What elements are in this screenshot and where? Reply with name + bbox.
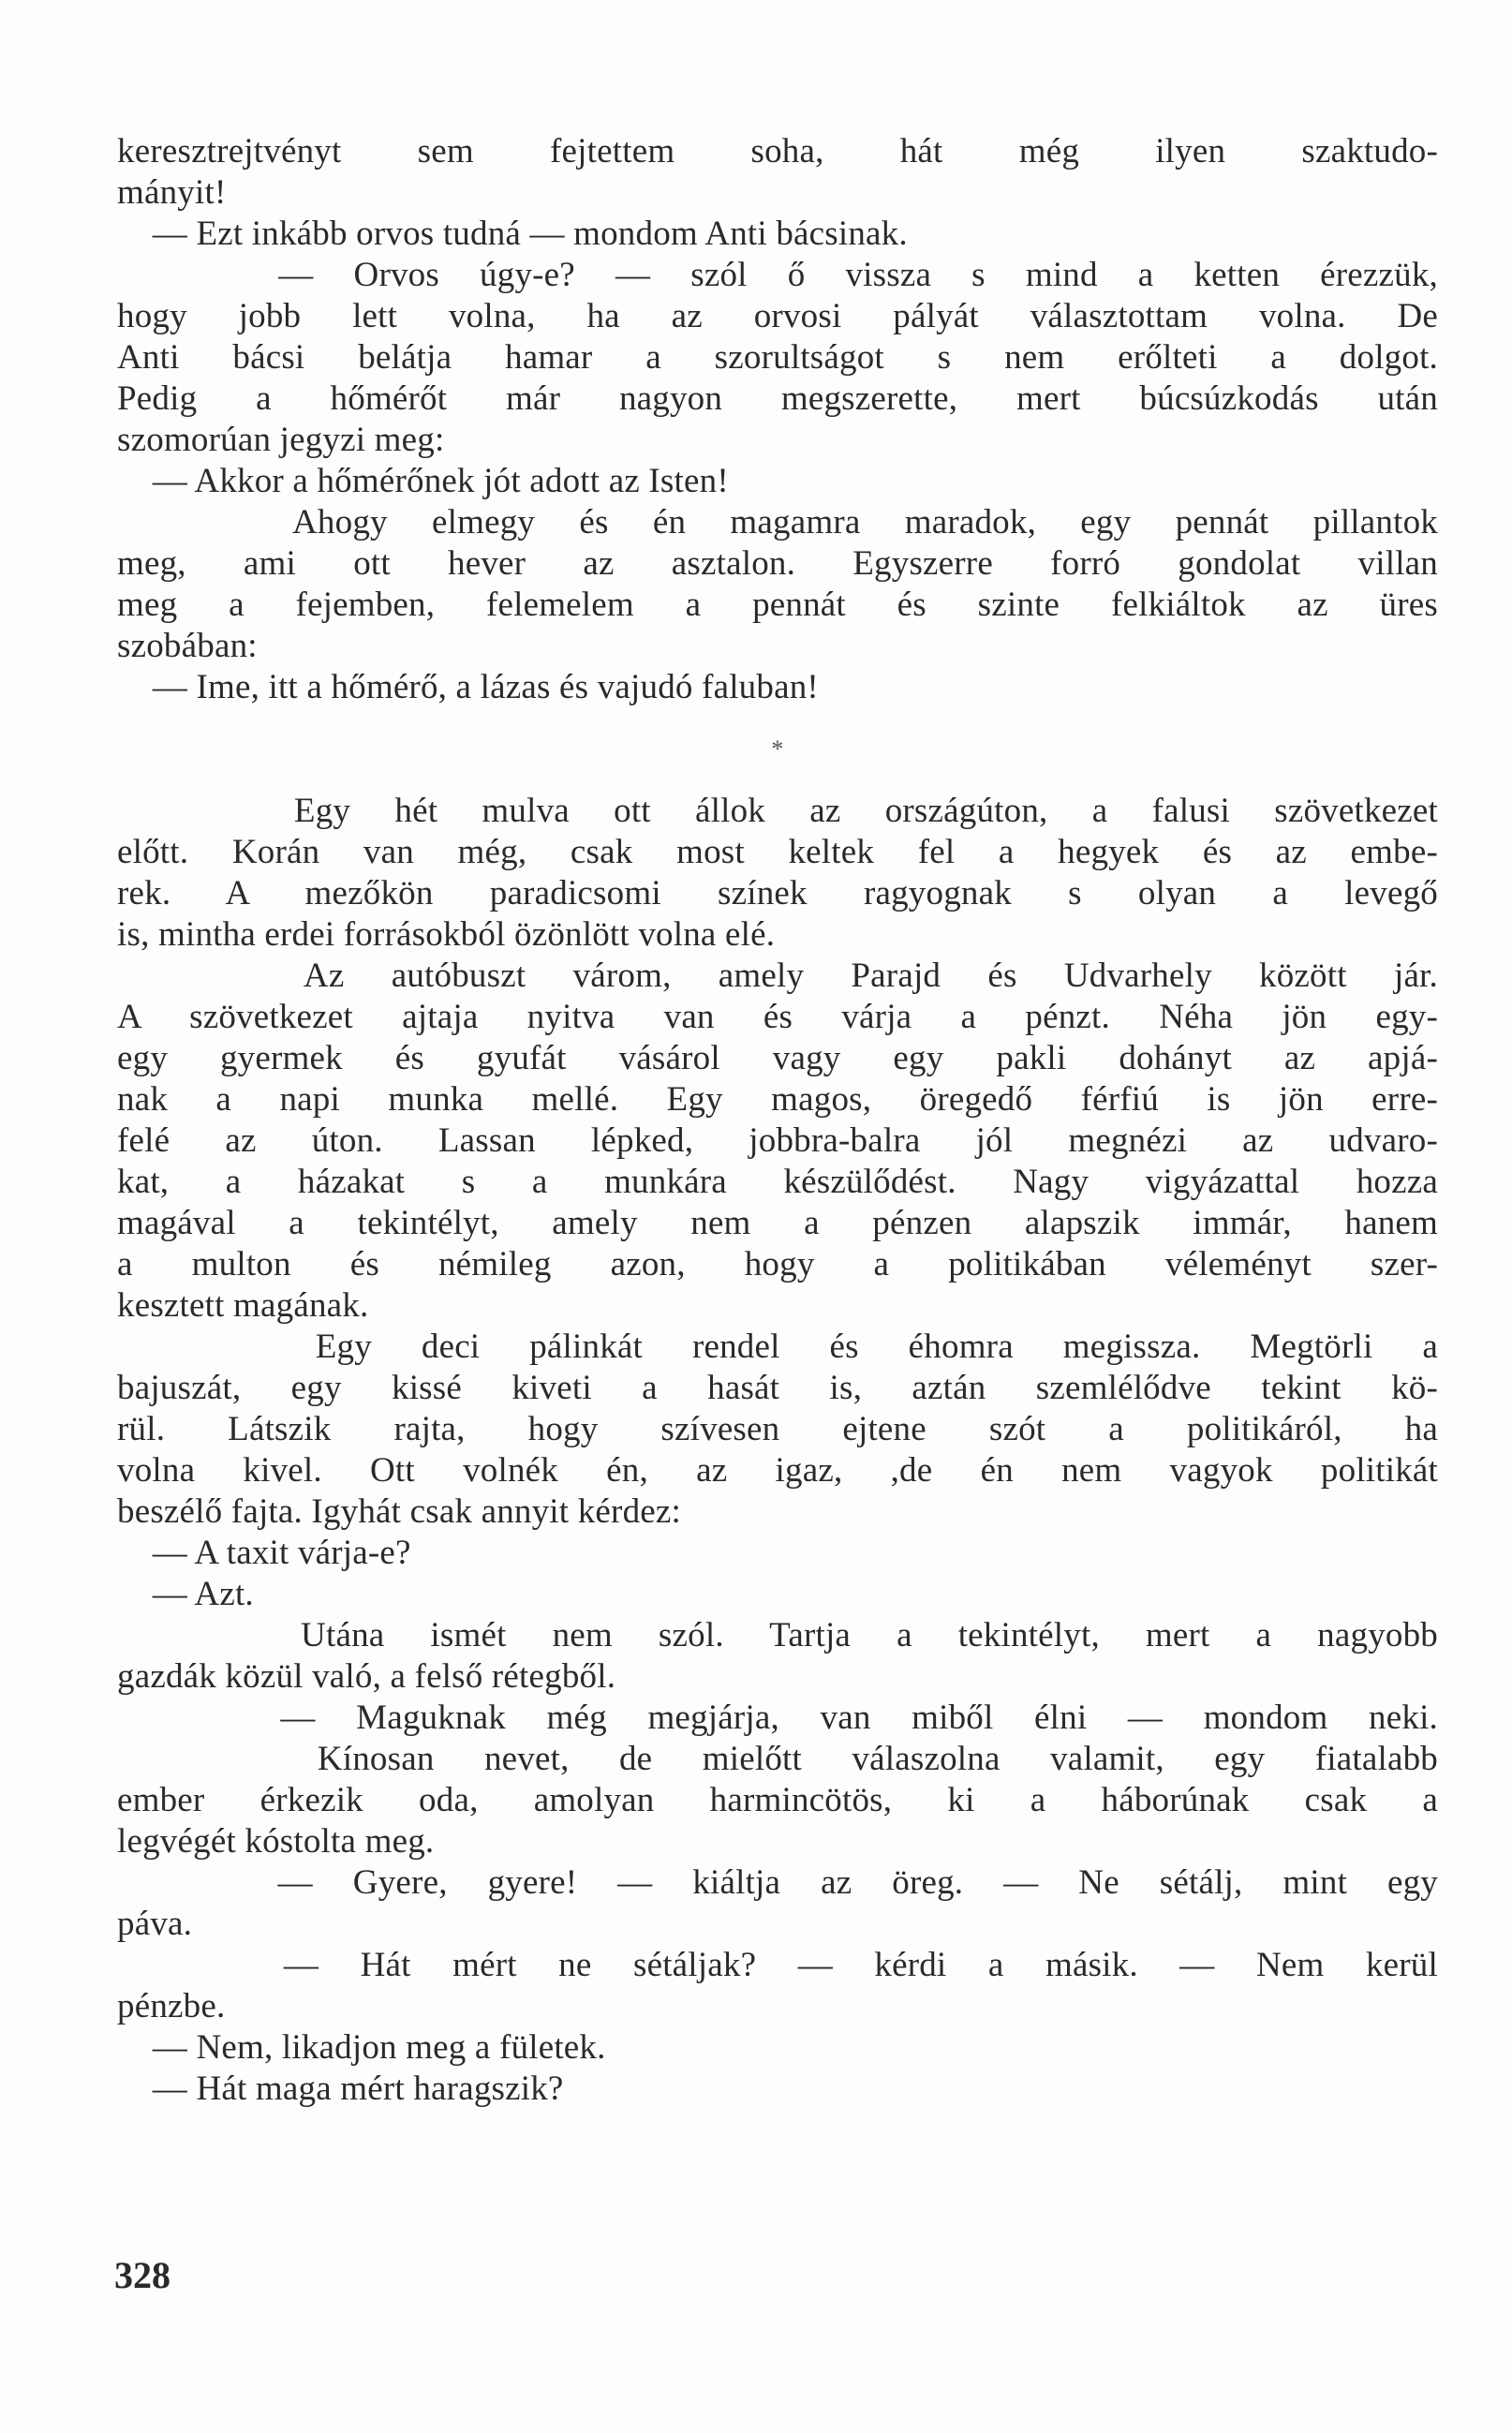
text-line: — A taxit várja-e? bbox=[117, 1534, 411, 1572]
text-line: legvégét kóstolta meg. bbox=[117, 1822, 435, 1861]
text-line: — Akkor a hőmérőnek jót adott az Isten! bbox=[117, 462, 729, 500]
text-line: Ahogy elmegy és én magamra maradok, egy pennát pillantok bbox=[117, 503, 1438, 541]
text-line: — Azt. bbox=[117, 1575, 254, 1613]
text-line: meg, ami ott hever az asztalon. Egyszerre forró gondolat villan bbox=[117, 544, 1438, 583]
text-line: pénzbe. bbox=[117, 1987, 226, 2025]
text-block-after-separator bbox=[117, 791, 1438, 2110]
text-line: mányit! bbox=[117, 173, 227, 212]
text-line: beszélő fajta. Igyhát csak annyit kérdez: bbox=[117, 1492, 681, 1531]
text-line: szomorúan jegyzi meg: bbox=[117, 421, 445, 459]
text-line: Egy deci pálinkát rendel és éhomra megissza. Megtörli a bbox=[117, 1328, 1438, 1366]
text-line: — Ime, itt a hőmérő, a lázas és vajudó faluban! bbox=[117, 668, 819, 706]
text-line: meg a fejemben, felemelem a pennát és szinte felkiáltok az üres bbox=[117, 586, 1438, 624]
text-line: is, mintha erdei forrásokból özönlött volna elé. bbox=[117, 915, 776, 954]
text-line: Pedig a hőmérőt már nagyon megszerette, mert búcsúzkodás után bbox=[117, 379, 1438, 418]
page-text bbox=[117, 131, 1438, 2110]
text-line: kat, a házakat s a munkára készülődést. Nagy vigyázattal hozza bbox=[117, 1163, 1438, 1201]
text-line: — Gyere, gyere! — kiáltja az öreg. — Ne sétálj, mint egy bbox=[117, 1863, 1438, 1902]
text-line: szobában: bbox=[117, 627, 258, 665]
text-line: — Hát mért ne sétáljak? — kérdi a másik. — Nem kerül bbox=[117, 1946, 1438, 1984]
text-line: A szövetkezet ajtaja nyitva van és várja a pénzt. Néha jön egy- bbox=[117, 998, 1438, 1036]
page-number: 328 bbox=[114, 2254, 170, 2296]
text-line: volna kivel. Ott volnék én, az igaz, ,de én nem vagyok politikát bbox=[117, 1451, 1438, 1490]
text-line: rül. Látszik rajta, hogy szívesen ejtene szót a politikáról, ha bbox=[117, 1410, 1438, 1448]
text-block-before-separator bbox=[117, 131, 1438, 708]
text-line: Egy hét mulva ott állok az országúton, a falusi szövetkezet bbox=[117, 792, 1438, 830]
text-line: magával a tekintélyt, amely nem a pénzen alapszik immár, hanem bbox=[117, 1204, 1438, 1242]
text-line: hogy jobb lett volna, ha az orvosi pályát választottam volna. De bbox=[117, 297, 1438, 335]
text-line: bajuszát, egy kissé kiveti a hasát is, aztán szemlélődve tekint kö- bbox=[117, 1369, 1438, 1407]
text-line: a multon és némileg azon, hogy a politikában véleményt szer- bbox=[117, 1245, 1438, 1283]
text-line: ember érkezik oda, amolyan harmincötös, ki a háborúnak csak a bbox=[117, 1781, 1438, 1819]
text-line: nak a napi munka mellé. Egy magos, öregedő férfiú is jön erre- bbox=[117, 1080, 1438, 1119]
section-separator: * bbox=[771, 735, 784, 763]
text-line: Utána ismét nem szól. Tartja a tekintélyt, mert a nagyobb bbox=[117, 1616, 1438, 1654]
text-line: előtt. Korán van még, csak most keltek fel a hegyek és az embe- bbox=[117, 833, 1438, 871]
text-line: — Nem, likadjon meg a fületek. bbox=[117, 2028, 606, 2067]
text-line: — Orvos úgy-e? — szól ő vissza s mind a ketten érezzük, bbox=[117, 256, 1438, 294]
text-line: felé az úton. Lassan lépked, jobbra-balra jól megnézi az udvaro- bbox=[117, 1121, 1438, 1160]
text-line: — Maguknak még megjárja, van miből élni — mondom neki. bbox=[117, 1699, 1438, 1737]
text-line: — Hát maga mért haragszik? bbox=[117, 2070, 564, 2108]
text-line: gazdák közül való, a felső rétegből. bbox=[117, 1657, 616, 1696]
text-line: — Ezt inkább orvos tudná — mondom Anti bácsinak. bbox=[117, 215, 908, 253]
text-line: Anti bácsi belátja hamar a szorultságot s nem erőlteti a dolgot. bbox=[117, 338, 1438, 377]
text-line: egy gyermek és gyufát vásárol vagy egy pakli dohányt az apjá- bbox=[117, 1039, 1438, 1077]
text-line: keresztrejtvényt sem fejtettem soha, hát még ilyen szaktudo- bbox=[117, 132, 1438, 171]
text-line: Kínosan nevet, de mielőtt válaszolna valamit, egy fiatalabb bbox=[117, 1740, 1438, 1778]
text-line: Az autóbuszt várom, amely Parajd és Udvarhely között jár. bbox=[117, 957, 1438, 995]
text-line: páva. bbox=[117, 1905, 193, 1943]
text-line: rek. A mezőkön paradicsomi színek ragyognak s olyan a levegő bbox=[117, 874, 1438, 912]
text-line: kesztett magának. bbox=[117, 1286, 369, 1325]
